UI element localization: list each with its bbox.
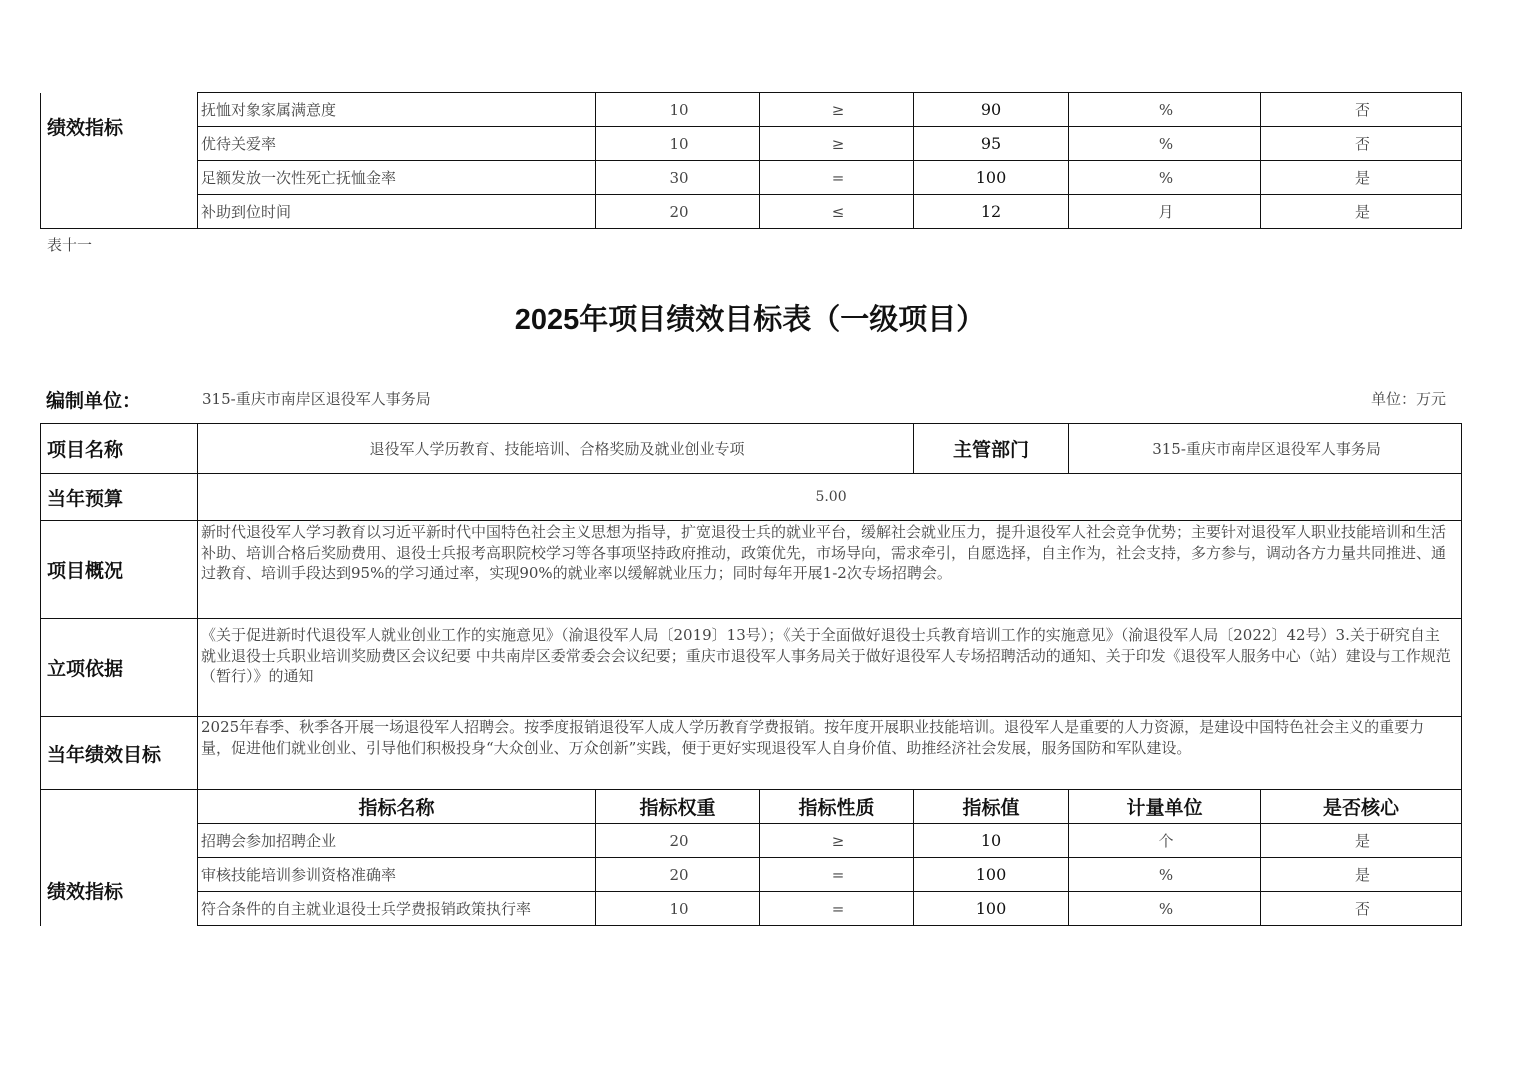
indicator-value: 95 xyxy=(914,127,1069,161)
project-name-label: 项目名称 xyxy=(41,424,198,474)
table-number: 表十一 xyxy=(47,236,93,254)
header-core: 是否核心 xyxy=(1261,790,1462,824)
indicator-header-row xyxy=(41,790,1462,824)
indicator-name: 足额发放一次性死亡抚恤金率 xyxy=(198,161,596,195)
indicator-name: 符合条件的自主就业退役士兵学费报销政策执行率 xyxy=(198,892,596,926)
indicator-unit: % xyxy=(1069,858,1261,892)
header-value: 指标值 xyxy=(914,790,1069,824)
goal-text: 2025年春季、秋季各开展一场退役军人招聘会。按季度报销退役军人成人学历教育学费报销。按年度开展职业技能培训。退役军人是重要的人力资源，是建设中国特色社会主义的重要力量，促进他们就业创业、引导他们积极投身“大众创业、万众创新”实践，便于更好实现退役军人自身价值、助推经济社会发展，服务国防和军队建设。 xyxy=(198,717,1462,790)
header-nature: 指标性质 xyxy=(760,790,914,824)
indicator-unit: % xyxy=(1069,161,1261,195)
indicator-nature: = xyxy=(760,858,914,892)
basis-row xyxy=(41,619,1462,717)
top-indicator-table xyxy=(40,92,1462,229)
indicator-weight: 10 xyxy=(596,127,760,161)
indicator-unit: 月 xyxy=(1069,195,1261,229)
indicator-value: 12 xyxy=(914,195,1069,229)
indicator-core: 否 xyxy=(1261,127,1462,161)
indicator-name: 审核技能培训参训资格准确率 xyxy=(198,858,596,892)
goal-label: 当年绩效目标 xyxy=(41,717,198,790)
indicator-nature: ≥ xyxy=(760,127,914,161)
indicator-core: 是 xyxy=(1261,195,1462,229)
overview-label: 项目概况 xyxy=(41,521,198,619)
org-label: 编制单位： xyxy=(46,390,142,412)
table-row xyxy=(41,824,1462,858)
indicator-value: 100 xyxy=(914,161,1069,195)
indicator-weight: 30 xyxy=(596,161,760,195)
indicator-core: 否 xyxy=(1261,93,1462,127)
indicator-name: 抚恤对象家属满意度 xyxy=(198,93,596,127)
indicator-core: 是 xyxy=(1261,824,1462,858)
project-name-value: 退役军人学历教育、技能培训、合格奖励及就业创业专项 xyxy=(198,424,914,474)
project-table xyxy=(40,423,1462,926)
org-value: 315-重庆市南岸区退役军人事务局 xyxy=(202,390,431,408)
indicator-core: 是 xyxy=(1261,858,1462,892)
indicator-core: 否 xyxy=(1261,892,1462,926)
overview-text: 新时代退役军人学习教育以习近平新时代中国特色社会主义思想为指导，扩宽退役士兵的就业平台，缓解社会就业压力，提升退役军人社会竞争优势；主要针对退役军人职业技能培训和生活补助、培训合格后奖励费用、退役士兵报考高职院校学习等各事项坚持政府推动，政策优先，市场导向，需求牵引，自愿选择，自主作为，社会支持，多方参与，调动各方力量共同推进、通过教育、培训手段达到95%的学习通过率，实现90%的就业率以缓解就业压力；同时每年开展1-2次专场招聘会。 xyxy=(198,521,1462,619)
table-row xyxy=(41,858,1462,892)
indicator-nature: = xyxy=(760,892,914,926)
goal-row xyxy=(41,717,1462,790)
indicator-weight: 20 xyxy=(596,858,760,892)
overview-row xyxy=(41,521,1462,619)
budget-label: 当年预算 xyxy=(41,474,198,521)
table-row xyxy=(41,195,1462,229)
table-row xyxy=(41,127,1462,161)
indicator-unit: 个 xyxy=(1069,824,1261,858)
indicator-value: 90 xyxy=(914,93,1069,127)
table-row xyxy=(41,892,1462,926)
project-name-row xyxy=(41,424,1462,474)
budget-row xyxy=(41,474,1462,521)
indicator-weight: 20 xyxy=(596,824,760,858)
budget-value: 5.00 xyxy=(198,474,1462,521)
table-row xyxy=(41,93,1462,127)
header-indicator-name: 指标名称 xyxy=(198,790,596,824)
indicator-unit: % xyxy=(1069,93,1261,127)
indicator-core: 是 xyxy=(1261,161,1462,195)
dept-value: 315-重庆市南岸区退役军人事务局 xyxy=(1069,424,1462,474)
header-weight: 指标权重 xyxy=(596,790,760,824)
indicator-weight: 10 xyxy=(596,892,760,926)
indicator-name: 招聘会参加招聘企业 xyxy=(198,824,596,858)
basis-text: 《关于促进新时代退役军人就业创业工作的实施意见》（渝退役军人局〔2019〕13号）；《关于全面做好退役士兵教育培训工作的实施意见》（渝退役军人局〔2022〕42号）3.关于研究自主就业退役士兵职业培训奖励费区会议纪要 中共南岸区委常委会会议纪要；重庆市退役军人事务局关于做好退役军人专场招聘活动的通知、关于印发《退役军人服务中心（站）建设与工作规范（暂行）》的通知 xyxy=(198,619,1462,717)
indicator-nature: ≥ xyxy=(760,93,914,127)
indicator-nature: ≤ xyxy=(760,195,914,229)
indicator-name: 优待关爱率 xyxy=(198,127,596,161)
indicator-section-label: 绩效指标 xyxy=(41,93,198,229)
indicator-value: 100 xyxy=(914,892,1069,926)
indicator-unit: % xyxy=(1069,127,1261,161)
table-row xyxy=(41,161,1462,195)
indicator-nature: = xyxy=(760,161,914,195)
indicator-weight: 20 xyxy=(596,195,760,229)
indicator-name: 补助到位时间 xyxy=(198,195,596,229)
unit-label: 单位：万元 xyxy=(1371,390,1447,408)
indicator-value: 100 xyxy=(914,858,1069,892)
basis-label: 立项依据 xyxy=(41,619,198,717)
indicator-nature: ≥ xyxy=(760,824,914,858)
indicator-value: 10 xyxy=(914,824,1069,858)
dept-label: 主管部门 xyxy=(914,424,1069,474)
page-title: 2025年项目绩效目标表（一级项目） xyxy=(514,304,986,336)
indicator-section-label: 绩效指标 xyxy=(41,790,198,926)
indicator-weight: 10 xyxy=(596,93,760,127)
header-unit: 计量单位 xyxy=(1069,790,1261,824)
indicator-unit: % xyxy=(1069,892,1261,926)
